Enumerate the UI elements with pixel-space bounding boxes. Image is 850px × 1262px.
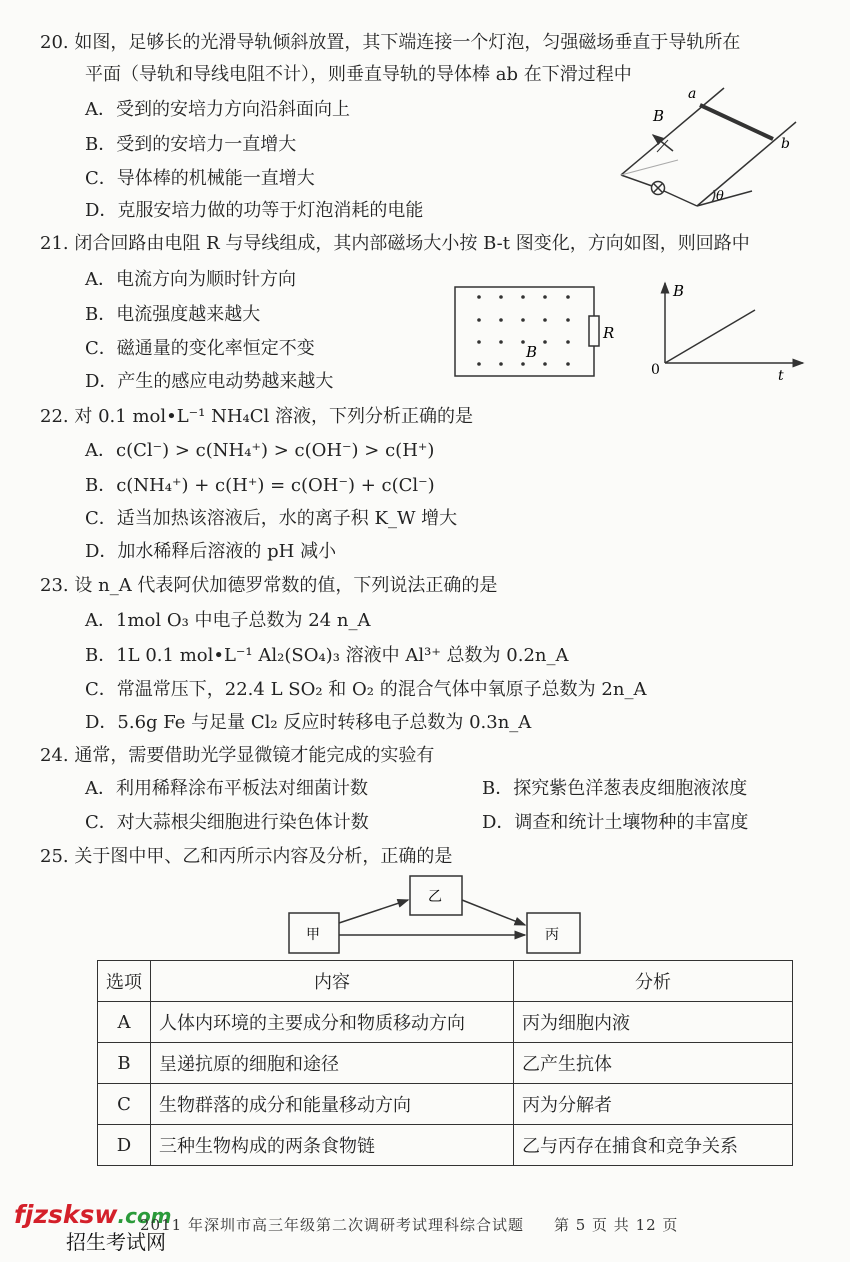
cell-analysis: 乙产生抗体	[514, 1043, 793, 1084]
magnetic-field-dots	[477, 295, 570, 366]
bulb-icon	[652, 182, 665, 195]
field-dot	[477, 295, 481, 299]
axis-label-B: B	[673, 282, 685, 300]
option-b: B．探究紫色洋葱表皮细胞液浓度	[482, 778, 748, 799]
table-row	[98, 1043, 793, 1084]
label-b: b	[781, 136, 790, 152]
option-d: D．加水稀释后溶液的 pH 减小	[85, 541, 337, 562]
b-field-arrow	[653, 135, 673, 151]
label-yi: 乙	[428, 889, 442, 905]
cell-content: 生物群落的成分和能量移动方向	[151, 1084, 514, 1125]
page-number: 第 5 页 共 12 页	[553, 1216, 679, 1234]
logo-tld: .com	[117, 1204, 172, 1228]
question-number: 22.	[40, 406, 69, 427]
table-row	[98, 1002, 793, 1043]
question-number: 23.	[40, 575, 69, 596]
header-content: 内容	[151, 961, 514, 1002]
field-dot	[543, 295, 547, 299]
field-dot	[543, 362, 547, 366]
field-dot	[477, 340, 481, 344]
footer-title: 2011 年深圳市高三年级第二次调研考试理科综合试题	[140, 1216, 524, 1234]
field-dot	[521, 295, 525, 299]
conductor-rod-ab	[700, 105, 773, 139]
watermark-name: 招生考试网	[66, 1230, 166, 1254]
option-c: C．磁通量的变化率恒定不变	[85, 338, 315, 359]
question-text: 设 n_A 代表阿伏加德罗常数的值，下列说法正确的是	[74, 575, 498, 596]
question-text: 通常，需要借助光学显微镜才能完成的实验有	[74, 745, 435, 766]
option-c: C．适当加热该溶液后，水的离子积 K_W 增大	[85, 508, 458, 529]
field-dot	[499, 340, 503, 344]
field-dot	[499, 295, 503, 299]
cell-content: 人体内环境的主要成分和物质移动方向	[151, 1002, 514, 1043]
arrow-yi-bing	[462, 900, 525, 925]
cell-option: D	[98, 1125, 151, 1166]
jia-yi-bing-diagram	[289, 876, 580, 953]
question-number: 25.	[40, 846, 69, 867]
cell-content: 呈递抗原的细胞和途径	[151, 1043, 514, 1084]
question-number: 21.	[40, 233, 69, 254]
table-row	[98, 1084, 793, 1125]
arrow-jia-yi	[339, 900, 408, 923]
field-dot	[521, 318, 525, 322]
field-dot	[543, 318, 547, 322]
question-number: 20.	[40, 32, 69, 53]
option-d: D．产生的感应电动势越来越大	[85, 371, 334, 392]
logo-site: fjzsksw	[14, 1200, 118, 1229]
page-footer	[140, 1214, 678, 1235]
option-c: C．导体棒的机械能一直增大	[85, 168, 315, 189]
option-d: D．调查和统计土壤物种的丰富度	[482, 812, 749, 833]
option-c: C．常温常压下，22.4 L SO₂ 和 O₂ 的混合气体中氧原子总数为 2n_A	[85, 679, 647, 700]
label-B-field: B	[526, 343, 538, 361]
field-dot	[477, 318, 481, 322]
field-dot	[543, 340, 547, 344]
field-dot	[521, 340, 525, 344]
option-d: D．克服安培力做的功等于灯泡消耗的电能	[85, 200, 424, 221]
cell-option: C	[98, 1084, 151, 1125]
option-b: B．c(NH₄⁺) + c(H⁺) = c(OH⁻) + c(Cl⁻)	[85, 475, 435, 496]
field-dot	[521, 362, 525, 366]
circuit-figure	[455, 287, 599, 376]
field-dot	[477, 362, 481, 366]
field-dot	[566, 340, 570, 344]
cell-analysis: 丙为细胞内液	[514, 1002, 793, 1043]
field-dot	[566, 295, 570, 299]
option-a: A．电流方向为顺时针方向	[85, 269, 296, 290]
question-text: 如图，足够长的光滑导轨倾斜放置，其下端连接一个灯泡，匀强磁场垂直于导轨所在	[74, 32, 741, 53]
axis-label-t: t	[778, 368, 784, 384]
question-text-cont: 平面（导轨和导线电阻不计），则垂直导轨的导体棒 ab 在下滑过程中	[85, 64, 632, 85]
resistor	[589, 316, 599, 346]
label-theta: θ	[716, 189, 724, 204]
origin-label: 0	[651, 362, 660, 378]
incline-rail-figure	[621, 88, 796, 206]
label-a: a	[688, 86, 697, 102]
option-a: A．受到的安培力方向沿斜面向上	[85, 99, 350, 120]
question-text: 对 0.1 mol•L⁻¹ NH₄Cl 溶液，下列分析正确的是	[74, 406, 474, 427]
option-a: A．利用稀释涂布平板法对细菌计数	[85, 778, 368, 799]
table-header	[98, 961, 793, 1002]
b-line	[665, 310, 755, 363]
b-t-graph	[665, 283, 803, 363]
field-dot	[566, 318, 570, 322]
cell-analysis: 丙为分解者	[514, 1084, 793, 1125]
question-number: 24.	[40, 745, 69, 766]
label-R: R	[603, 324, 615, 342]
option-b: B．电流强度越来越大	[85, 304, 261, 325]
option-c: C．对大蒜根尖细胞进行染色体计数	[85, 812, 369, 833]
field-dot	[499, 318, 503, 322]
option-d: D．5.6g Fe 与足量 Cl₂ 反应时转移电子总数为 0.3n_A	[85, 712, 532, 733]
cell-content: 三种生物构成的两条食物链	[151, 1125, 514, 1166]
option-a: A．c(Cl⁻) > c(NH₄⁺) > c(OH⁻) > c(H⁺)	[85, 440, 435, 461]
cell-analysis: 乙与丙存在捕食和竞争关系	[514, 1125, 793, 1166]
answer-table	[97, 960, 793, 1166]
right-rail	[697, 122, 796, 206]
header-option: 选项	[98, 961, 151, 1002]
label-jia: 甲	[306, 927, 320, 943]
question-text: 关于图中甲、乙和丙所示内容及分析，正确的是	[74, 846, 453, 867]
option-a: A．1mol O₃ 中电子总数为 24 n_A	[85, 610, 371, 631]
option-b: B．受到的安培力一直增大	[85, 134, 297, 155]
header-analysis: 分析	[514, 961, 793, 1002]
label-B: B	[653, 107, 665, 125]
field-dot	[566, 362, 570, 366]
question-text: 闭合回路由电阻 R 与导线组成，其内部磁场大小按 B-t 图变化，方向如图，则回路中	[74, 233, 750, 254]
cell-option: A	[98, 1002, 151, 1043]
cell-option: B	[98, 1043, 151, 1084]
table-row	[98, 1125, 793, 1166]
field-dot	[499, 362, 503, 366]
option-b: B．1L 0.1 mol•L⁻¹ Al₂(SO₄)₃ 溶液中 Al³⁺ 总数为 0.2n_A	[85, 645, 569, 666]
label-bing: 丙	[545, 927, 559, 943]
